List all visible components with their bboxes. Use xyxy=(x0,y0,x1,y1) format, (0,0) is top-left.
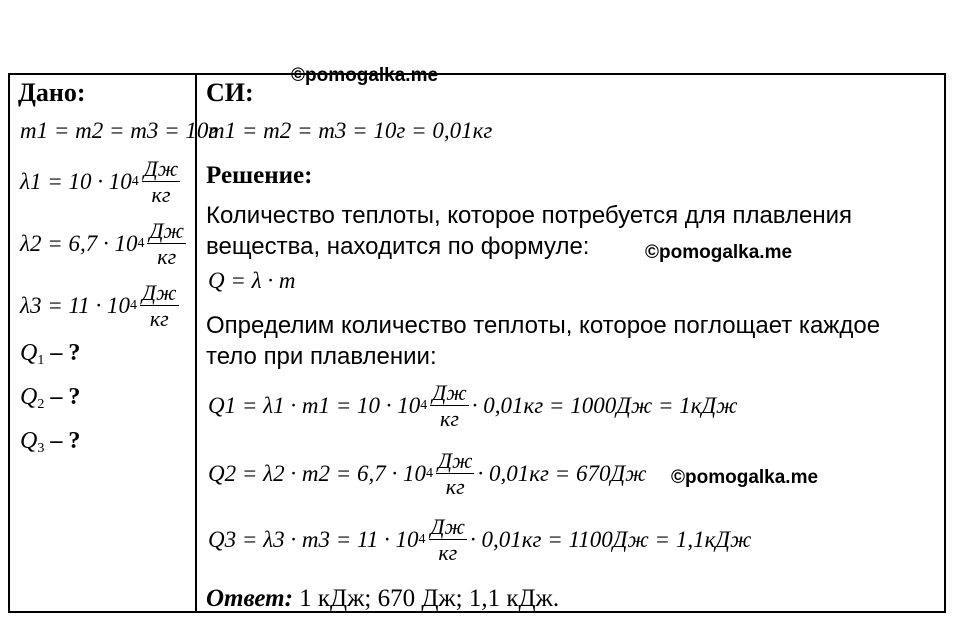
lambda3-lhs: λ3 = 11 · 10 xyxy=(20,292,131,318)
calc-q3-left: Q3 = λ3 · m3 = 11 · 10 xyxy=(208,526,419,552)
given-lambda1 xyxy=(20,156,183,208)
lambda2-power: 4 xyxy=(137,235,145,251)
answer-label: Ответ: xyxy=(206,585,293,612)
answer-text: 1 кДж; 670 Дж; 1,1 кДж. xyxy=(299,585,560,612)
watermark-top: ©pomogalka.me xyxy=(291,65,439,86)
lambda3-power: 4 xyxy=(130,297,138,313)
calc-q1-right: · 0,01кг = 1000Дж = 1кДж xyxy=(471,392,738,418)
calc-q3-power: 4 xyxy=(418,531,426,547)
calc-q2-left: Q2 = λ2 · m2 = 6,7 · 10 xyxy=(208,460,426,486)
unknown-q1-mark: – ? xyxy=(50,340,81,366)
given-lambda2 xyxy=(20,218,189,270)
lambda3-unit-den: кг xyxy=(149,306,169,332)
given-lambda3 xyxy=(20,280,182,332)
lambda1-power: 4 xyxy=(131,173,139,189)
lambda3-unit-num: Дж xyxy=(142,280,177,305)
si-heading: СИ: xyxy=(206,78,254,107)
unknown-q3-symbol: Q xyxy=(20,428,38,454)
unknown-q1 xyxy=(20,340,80,369)
solution-paragraph-1: Количество теплоты, которое потребуется для плавления вещества, находится по формуле: xyxy=(206,202,853,260)
unknown-q3 xyxy=(20,428,80,457)
calc-q1-power: 4 xyxy=(420,397,428,413)
unknown-q1-symbol: Q xyxy=(20,340,38,366)
calc-q2-right: · 0,01кг = 670Дж xyxy=(477,460,647,486)
lambda1-unit-den: кг xyxy=(151,182,171,208)
calc-q3-unit-num: Дж xyxy=(430,514,465,539)
si-conversion xyxy=(208,118,492,144)
lambda2-unit-den: кг xyxy=(157,244,177,270)
calc-q3-unit xyxy=(429,514,467,566)
lambda1-unit xyxy=(142,156,180,208)
solution-calc-q2 xyxy=(208,448,646,500)
given-masses xyxy=(20,118,217,144)
calc-q2-power: 4 xyxy=(425,465,433,481)
lambda1-unit-num: Дж xyxy=(143,156,179,181)
lambda2-unit-num: Дж xyxy=(149,218,184,243)
calc-q3-unit-den: кг xyxy=(438,540,458,566)
solution-paragraph-2: Определим количество теплоты, которое поглощает каждое тело при плавлении: xyxy=(206,312,881,370)
lambda2-lhs: λ2 = 6,7 · 10 xyxy=(20,230,138,256)
unknown-q3-mark: – ? xyxy=(50,428,81,454)
unknown-q2-mark: – ? xyxy=(50,384,81,410)
calc-q2-unit-num: Дж xyxy=(437,448,473,473)
watermark-bottom: ©pomogalka.me xyxy=(671,467,819,488)
column-divider xyxy=(195,73,197,613)
watermark-middle: ©pomogalka.me xyxy=(645,242,793,263)
lambda3-unit xyxy=(140,280,178,332)
given-masses-text: m1 = m2 = m3 = 10г xyxy=(20,118,218,143)
lambda1-lhs: λ1 = 10 · 10 xyxy=(20,168,132,194)
calc-q2-unit-den: кг xyxy=(445,474,465,500)
calc-q1-unit-num: Дж xyxy=(432,380,467,405)
unknown-q2 xyxy=(20,384,80,413)
unknown-q2-index: 2 xyxy=(37,397,45,412)
calc-q1-unit-den: кг xyxy=(440,406,459,432)
calc-q1-unit xyxy=(430,380,468,432)
unknown-q1-index: 1 xyxy=(37,353,45,368)
solution-formula-text: Q = λ · m xyxy=(208,268,296,293)
si-conversion-text: m1 = m2 = m3 = 10г = 0,01кг xyxy=(208,118,493,143)
calc-q1-left: Q1 = λ1 · m1 = 10 · 10 xyxy=(208,392,421,418)
calc-q2-unit xyxy=(436,448,474,500)
unknown-q3-index: 3 xyxy=(37,441,45,456)
solution-heading: Решение: xyxy=(206,162,313,189)
given-heading: Дано: xyxy=(18,78,86,107)
calc-q3-right: · 0,01кг = 1100Дж = 1,1кДж xyxy=(469,526,752,552)
solution-calc-q3 xyxy=(208,514,751,566)
solution-calc-q1 xyxy=(208,380,738,432)
unknown-q2-symbol: Q xyxy=(20,384,38,410)
answer-line xyxy=(206,585,559,613)
lambda2-unit xyxy=(147,218,185,270)
solution-formula xyxy=(208,268,295,294)
